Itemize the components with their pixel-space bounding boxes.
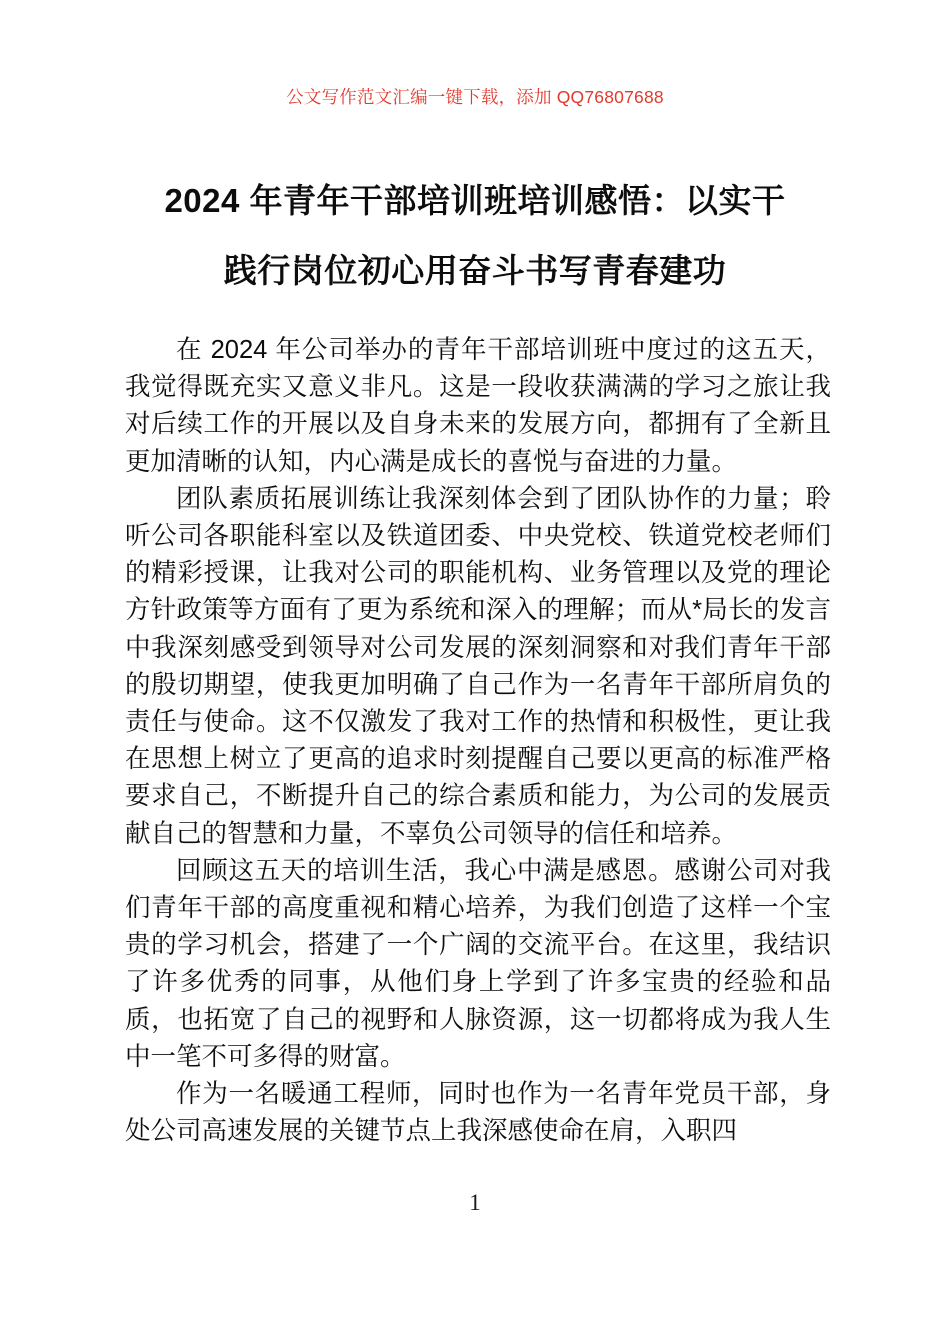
page-title-line-2: 践行岗位初心用奋斗书写青春建功 [223, 252, 727, 289]
body-paragraph: 作为一名暖通工程师，同时也作为一名青年党员干部，身处公司高速发展的关键节点上我深感使命在肩，入职四 [125, 1080, 831, 1146]
watermark-header-text: 公文写作范文汇编一键下载，添加 QQ76807688 [286, 87, 664, 107]
page-number: 1 [469, 1190, 481, 1215]
body-paragraph: 在 2024 年公司举办的青年干部培训班中度过的这五天，我觉得既充实又意义非凡。这是一段收获满满的学习之旅让我对后续工作的开展以及自身未来的发展方向，都拥有了全新且更加清晰的认知，内心满是成长的喜悦与奋进的力量。 [125, 336, 831, 476]
document-body [125, 332, 831, 1150]
page-title [115, 166, 835, 306]
body-paragraph: 回顾这五天的培训生活，我心中满是感恩。感谢公司对我们青年干部的高度重视和精心培养，为我们创造了这样一个宝贵的学习机会，搭建了一个广阔的交流平台。在这里，我结识了许多优秀的同事，从他们身上学到了许多宝贵的经验和品质，也拓宽了自己的视野和人脉资源，这一切都将成为我人生中一笔不可多得的财富。 [125, 856, 831, 1071]
page-title-line-1: 2024 年青年干部培训班培训感悟：以实干 [164, 182, 786, 219]
body-paragraph: 团队素质拓展训练让我深刻体会到了团队协作的力量；聆听公司各职能科室以及铁道团委、中央党校、铁道党校老师们的精彩授课，让我对公司的职能机构、业务管理以及党的理论方针政策等方面有了更为系统和深入的理解；而从*局长的发言中我深刻感受到领导对公司发展的深刻洞察和对我们青年干部的殷切期望，使我更加明确了自己作为一名青年干部所肩负的责任与使命。这不仅激发了我对工作的热情和积极性，更让我在思想上树立了更高的追求时刻提醒自己要以更高的标准严格要求自己，不断提升自己的综合素质和能力，为公司的发展贡献自己的智慧和力量，不辜负公司领导的信任和培养。 [125, 484, 831, 848]
